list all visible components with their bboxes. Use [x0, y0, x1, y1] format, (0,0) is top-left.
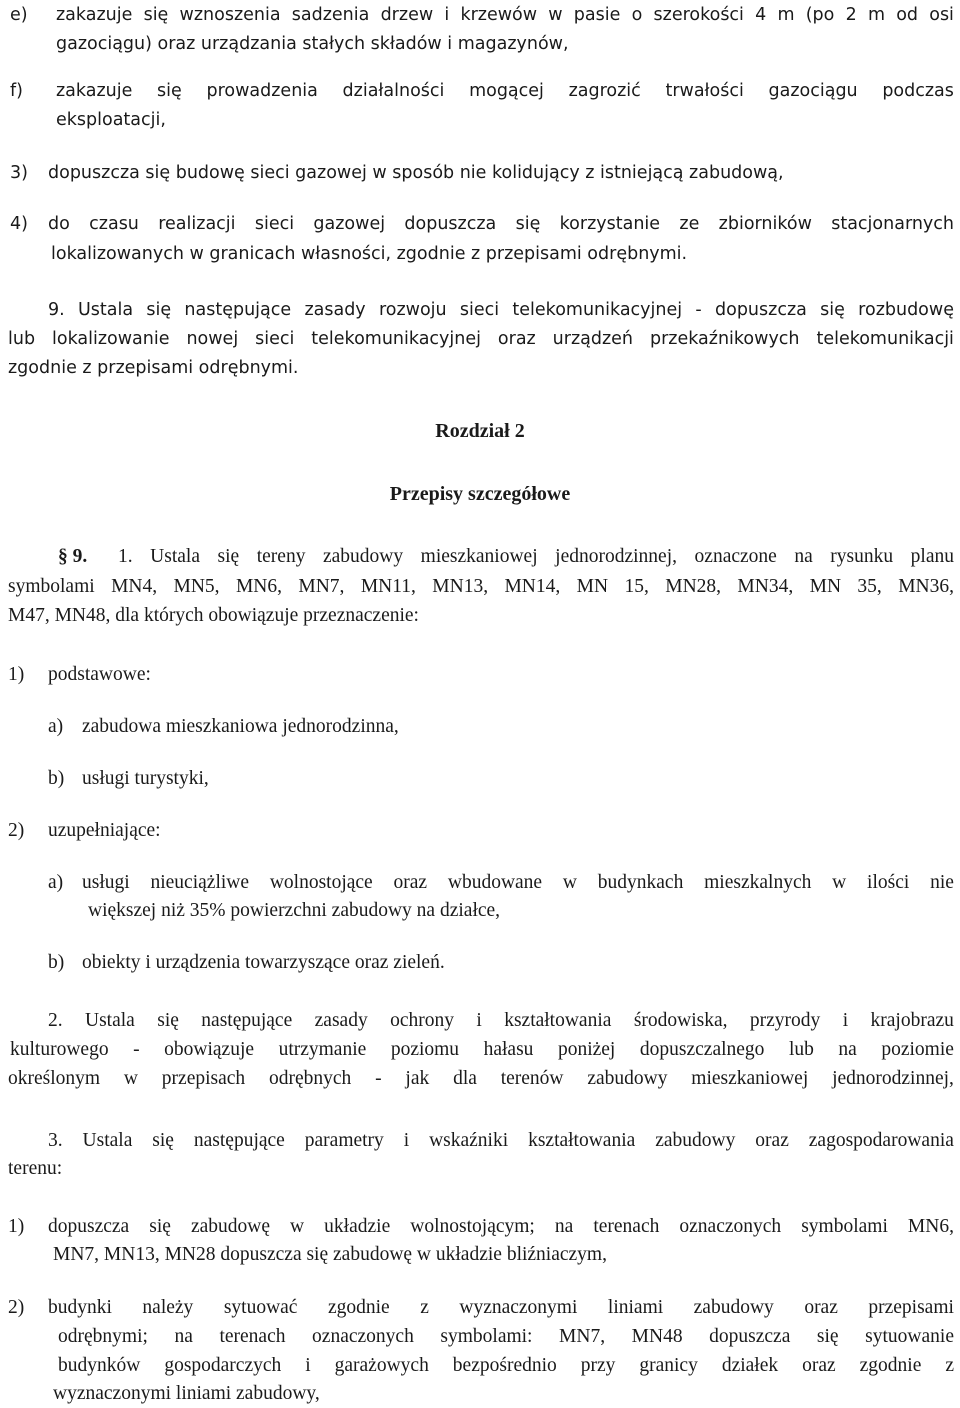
list-item-text: podstawowe: — [48, 664, 151, 685]
list-item-text: wyznaczonymi liniami zabudowy, — [53, 1383, 320, 1404]
list-item-text: usługi turystyki, — [82, 768, 209, 789]
paragraph-line: lub lokalizowanie nowej sieci telekomunikacyjnej oraz urządzeń przekaźnikowych telekomunikacji — [8, 329, 954, 349]
list-item-text: zakazuje się prowadzenia działalności mogącej zagrozić trwałości gazociągu podczas — [56, 81, 954, 101]
paragraph-line: 1. Ustala się tereny zabudowy mieszkaniowej jednorodzinnej, oznaczone na rysunku planu — [118, 546, 954, 567]
list-item-text: odrębnymi; na terenach oznaczonych symbolami: MN7, MN48 dopuszcza się sytuowanie — [58, 1326, 954, 1347]
list-item-text: gazociągu) oraz urządzania stałych składów i magazynów, — [56, 34, 569, 54]
list-label: b) — [48, 952, 65, 973]
list-label: e) — [10, 5, 28, 25]
list-label: 1) — [8, 1216, 25, 1237]
paragraph-line: terenu: — [8, 1158, 63, 1179]
list-item-text: budynki należy sytuować zgodnie z wyznaczonymi liniami zabudowy oraz przepisami — [48, 1297, 954, 1318]
list-label: a) — [48, 716, 64, 737]
list-label: a) — [48, 872, 64, 893]
list-item-text: obiekty i urządzenia towarzyszące oraz zieleń. — [82, 952, 445, 973]
list-label: 2) — [8, 820, 25, 841]
list-label: f) — [10, 81, 23, 101]
list-item-text: MN7, MN13, MN28 dopuszcza się zabudowę w układzie bliźniaczym, — [53, 1244, 607, 1265]
list-item-text: większej niż 35% powierzchni zabudowy na działce, — [88, 900, 501, 921]
list-label: b) — [48, 768, 65, 789]
paragraph-line: M47, MN48, dla których obowiązuje przeznaczenie: — [8, 605, 419, 626]
paragraph-line: 2. Ustala się następujące zasady ochrony i kształtowania środowiska, przyrody i krajobrazu — [48, 1010, 954, 1031]
list-item-text: lokalizowanych w granicach własności, zgodnie z przepisami odrębnymi. — [51, 244, 688, 264]
list-item-text: uzupełniające: — [48, 820, 161, 841]
list-label: 4) — [10, 214, 28, 234]
paragraph-line: określonym w przepisach odrębnych - jak dla terenów zabudowy mieszkaniowej jednorodzinnej, — [8, 1068, 954, 1089]
list-label: 2) — [8, 1297, 25, 1318]
list-item-text: dopuszcza się budowę sieci gazowej w sposób nie kolidujący z istniejącą zabudową, — [48, 163, 784, 183]
list-item-text: do czasu realizacji sieci gazowej dopuszcza się korzystanie ze zbiorników stacjonarnych — [48, 214, 954, 234]
list-item-text: zakazuje się wznoszenia sadzenia drzew i krzewów w pasie o szerokości 4 m (po 2 m od osi — [56, 5, 954, 25]
list-item-text: zabudowa mieszkaniowa jednorodzinna, — [82, 716, 399, 737]
list-label: 3) — [10, 163, 28, 183]
list-item-text: dopuszcza się zabudowę w układzie wolnostojącym; na terenach oznaczonych symbolami MN6, — [48, 1216, 954, 1237]
list-item-text: budynków gospodarczych i garażowych bezpośrednio przy granicy działek oraz zgodnie z — [58, 1355, 954, 1376]
paragraph-line: zgodnie z przepisami odrębnymi. — [8, 358, 299, 378]
paragraph-line: symbolami MN4, MN5, MN6, MN7, MN11, MN13, MN14, MN 15, MN28, MN34, MN 35, MN36, — [8, 576, 954, 597]
paragraph-line: 3. Ustala się następujące parametry i wskaźniki kształtowania zabudowy oraz zagospodarowania — [48, 1130, 954, 1151]
paragraph-line: 9. Ustala się następujące zasady rozwoju sieci telekomunikacyjnej - dopuszcza się rozbudowę — [48, 300, 954, 320]
list-label: 1) — [8, 664, 25, 685]
section-marker: § 9. — [58, 546, 88, 567]
chapter-subtitle: Przepisy szczegółowe — [389, 483, 571, 505]
list-item-text: eksploatacji, — [56, 110, 166, 130]
chapter-title: Rozdział 2 — [435, 420, 525, 442]
paragraph-line: kulturowego - obowiązuje utrzymanie poziomu hałasu poniżej dopuszczalnego lub na poziomie — [10, 1039, 954, 1060]
list-item-text: usługi nieuciążliwe wolnostojące oraz wbudowane w budynkach mieszkalnych w ilości nie — [82, 872, 954, 893]
